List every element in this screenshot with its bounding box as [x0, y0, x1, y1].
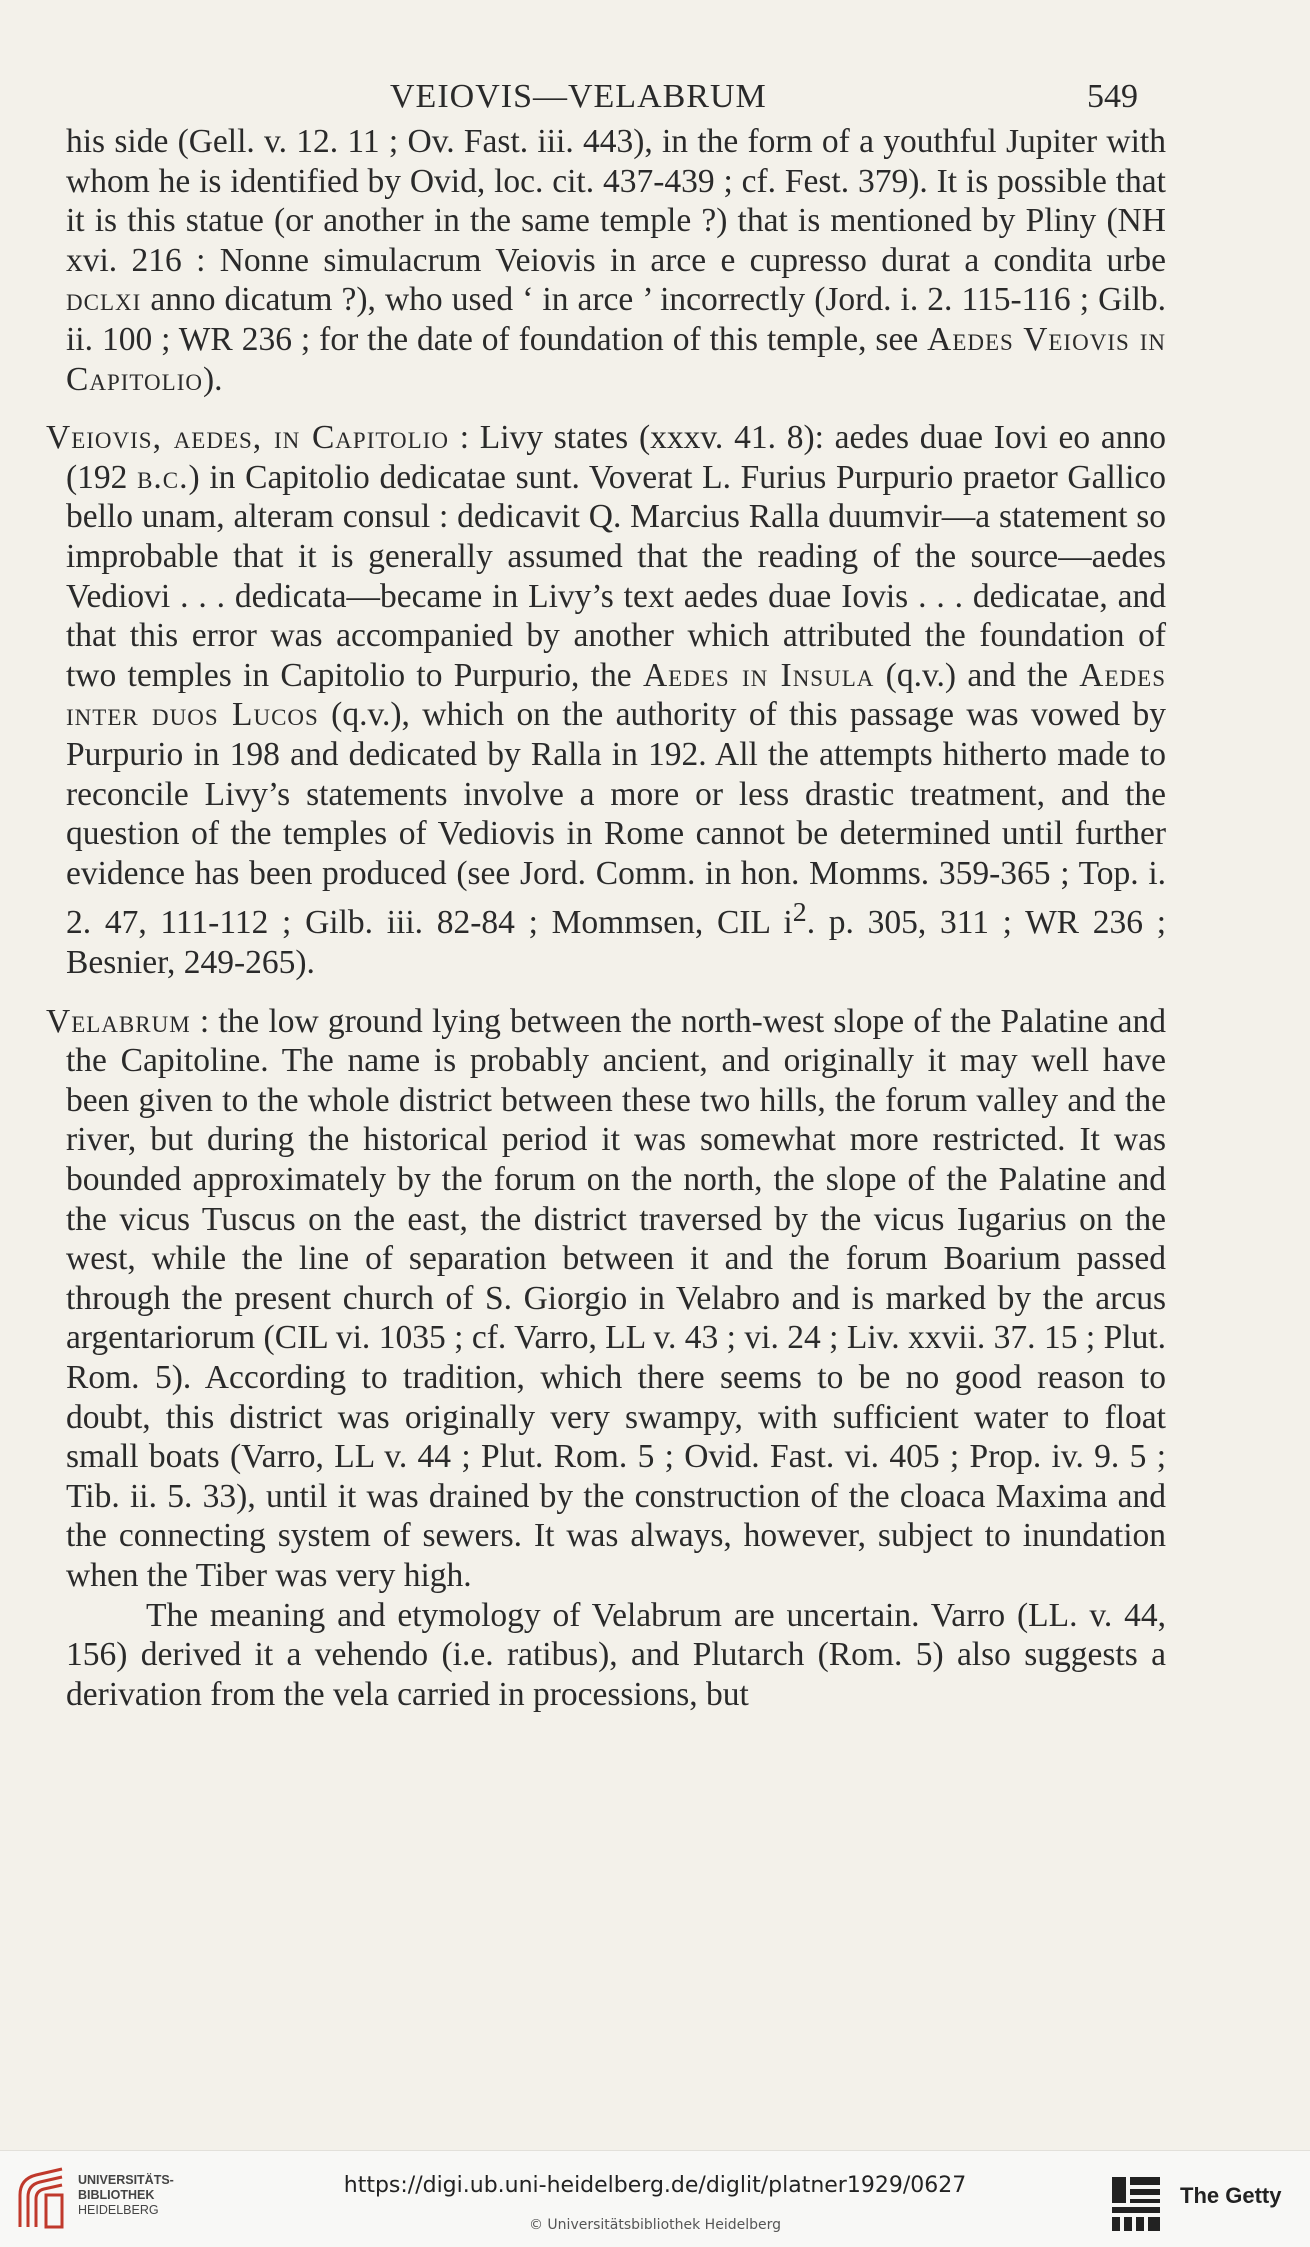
paragraph-continuation: his side (Gell. v. 12. 11 ; Ov. Fast. iii. 443), in the form of a youthful Jupiter with whom he is identified by Ovid, loc. cit. 437-439 ; cf. Fest. 379). It is possible that it is this statue (or another in the same temple ?) that is mentioned by Pliny (NH xvi. 216 : Nonne simulacrum Veiovis in arce e cupresso durat a condita urbe dclxi anno dicatum ?), who used ‘ in arce ’ incorrectly (Jord. i. 2. 115-116 ; Gilb. ii. 100 ; WR 236 ; for the date of foundation of this temple, see Aedes Veiovis in Capitolio). [66, 123, 1166, 398]
cross-reference: Aedes inter duos Lucos [66, 656, 1166, 734]
getty-logo-icon [1108, 2175, 1164, 2233]
paragraph-etymology: The meaning and etymology of Velabrum are uncertain. Varro (LL. v. 44, 156) derived it a vehendo (i.e. ratibus), and Plutarch (Rom. 5) also suggests a derivation from the vela carried in processions, but [66, 1596, 1166, 1713]
entry-heading: Velabrum [46, 1002, 191, 1040]
permalink-url[interactable]: https://digi.ub.uni-heidelberg.de/diglit/platner1929/0627 [343, 2173, 967, 2198]
cross-reference: Aedes in Insula [642, 656, 875, 694]
entry-velabrum: Velabrum : the low ground lying between the north-west slope of the Palatine and the Capitoline. The name is probably ancient, and originally it may well have been given to the whole district between these two hills, the forum valley and the river, but during the historical period it was somewhat more restricted. It was bounded approximately by the forum on the north, the slope of the Palatine and the vicus Tuscus on the east, the district traversed by the vicus Iugarius on the west, while the line of separation between it and the forum Boarium passed through the present church of S. Giorgio in Velabro and is marked by the arcus argentariorum (CIL vi. 1035 ; cf. Varro, LL v. 43 ; vi. 24 ; Liv. xxvii. 37. 15 ; Plut. Rom. 5). According to tradition, which there seems to be no good reason to doubt, this district was originally very swampy, with sufficient water to float small boats (Varro, LL v. 44 ; Plut. Rom. 5 ; Ovid. Fast. vi. 405 ; Prop. iv. 9. 5 ; Tib. ii. 5. 33), until it was drained by the construction of the cloaca Maxima and the connecting system of sewers. It was always, however, subject to inundation when the Tiber was very high. [46, 1002, 1166, 1594]
page-number: 549 [1087, 78, 1138, 115]
copyright-notice: © Universitätsbibliothek Heidelberg [528, 2217, 781, 2233]
cross-reference: Aedes Veiovis in Capitolio [66, 320, 1166, 398]
entry-veiovis-aedes: Veiovis, aedes, in Capitolio : Livy states (xxxv. 41. 8): aedes duae Iovi eo anno (192 b.c.) in Capitolio dedicatae sunt. Voverat L. Furius Purpurio praetor Gallico bello unam, alteram consul : dedicavit Q. Marcius Ralla duumvir—a statement so improbable that it is generally assumed that the reading of the source—aedes Vediovi . . . dedicata—became in Livy’s text aedes duae Iovis . . . dedicatae, and that this error was accompanied by another which attributed the foundation of two temples in Capitolio to Purpurio, the Aedes in Insula (q.v.) and the Aedes inter duos Lucos (q.v.), which on the authority of this passage was vowed by Purpurio in 198 and dedicated by Ralla in 192. All the attempts hitherto made to reconcile Livy’s statements involve a more or less drastic treatment, and the question of the temples of Vediovis in Rome cannot be determined until further evidence has been produced (see Jord. Comm. in hon. Momms. 359-365 ; Top. i. 2. 47, 111-112 ; Gilb. iii. 82-84 ; Mommsen, CIL $i^2$. p. 305, 311 ; WR 236 ; Besnier, 249-265). [46, 419, 1167, 982]
footer-bar [0, 2150, 1310, 2247]
running-head-title: VEIOVIS—VELABRUM [390, 78, 767, 115]
entry-heading: Veiovis, aedes, in Capitolio [46, 419, 449, 457]
running-head [0, 78, 1310, 118]
body-text [46, 122, 1167, 1714]
partner-name: The Getty [1180, 2183, 1282, 2208]
library-name: UNIVERSITÄTS- BIBLIOTHEK HEIDELBERG [78, 2173, 174, 2217]
